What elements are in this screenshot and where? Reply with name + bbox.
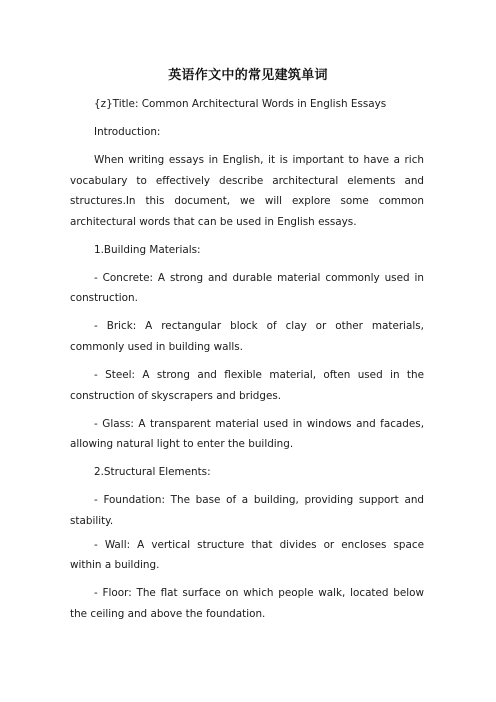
list-item-floor: - Floor: The flat surface on which people walk, located below the ceiling and above the foundation. <box>70 587 424 620</box>
list-item-wall: - Wall: A vertical structure that divides or encloses space within a building. <box>70 538 424 572</box>
list-item-steel: - Steel: A strong and flexible material, often used in the construction of skyscrapers and bridges. <box>70 369 424 402</box>
section-heading-structural-elements: 2.Structural Elements: <box>94 466 211 479</box>
document-body <box>70 94 424 624</box>
list-item-foundation: - Foundation: The base of a building, providing support and stability. <box>70 494 424 527</box>
list-item-glass: - Glass: A transparent material used in windows and facades, allowing natural light to enter the building. <box>70 417 424 451</box>
introduction-paragraph: When writing essays in English, it is important to have a rich vocabulary to effectively describe architectural elements and structures.In this document, we will explore some common architectural words that can be used in English essays. <box>70 154 424 228</box>
essay-title-line: {z}Title: Common Architectural Words in English Essays <box>94 98 387 110</box>
list-item-concrete: - Concrete: A strong and durable material commonly used in construction. <box>70 271 424 305</box>
section-heading-building-materials: 1.Building Materials: <box>94 243 201 256</box>
section-heading-introduction: Introduction: <box>94 126 161 139</box>
document-title: 英语作文中的常见建筑单词 <box>168 68 328 83</box>
list-item-brick: - Brick: A rectangular block of clay or other materials, commonly used in building walls. <box>70 320 424 353</box>
